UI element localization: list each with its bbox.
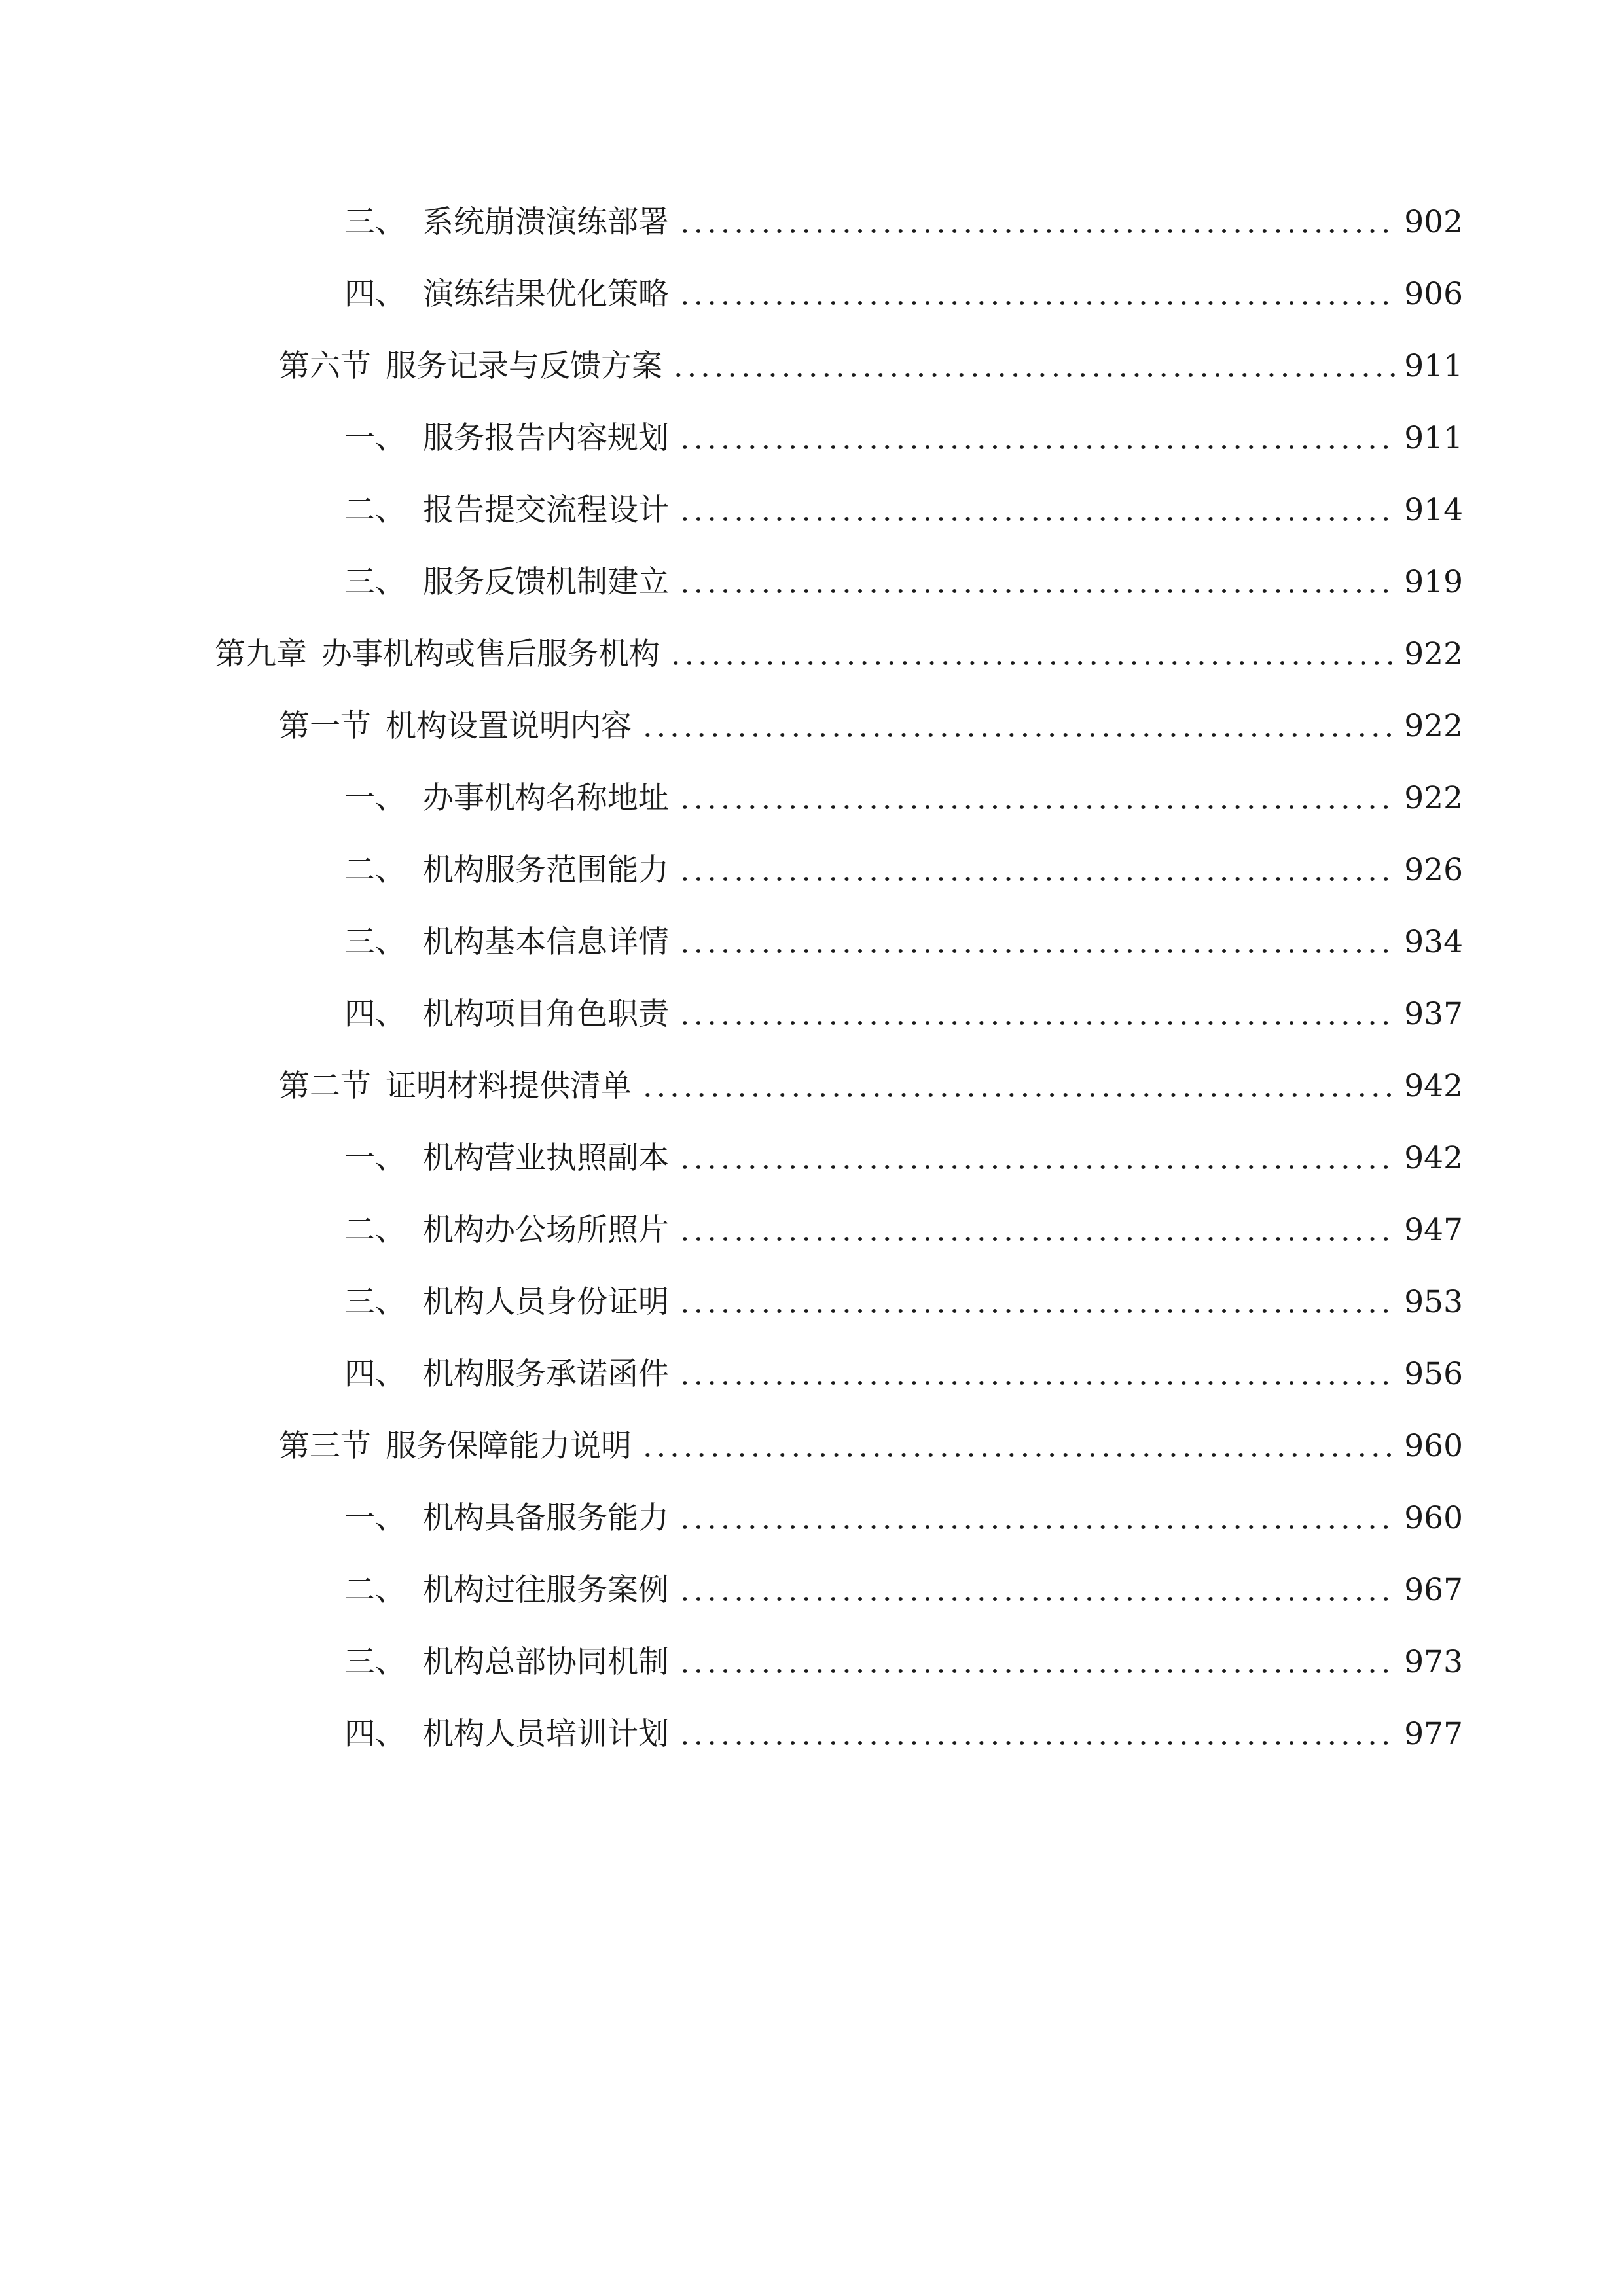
toc-entry[interactable] (279, 1414, 1463, 1466)
dot-leader (678, 517, 1395, 521)
toc-entry-page: 911 (1404, 420, 1463, 456)
dot-leader (678, 589, 1395, 593)
toc-entry-title: 办事机构名称地址 (423, 780, 669, 816)
dot-leader (678, 1309, 1395, 1313)
toc-entry-title: 机构设置说明内容 (386, 708, 632, 744)
toc-entry[interactable] (344, 262, 1463, 314)
toc-entry-title: 办事机构或售后服务机构 (321, 636, 660, 672)
toc-entry-title: 机构人员身份证明 (423, 1284, 669, 1320)
dot-leader (672, 373, 1395, 377)
toc-entry-number: 第六节 (279, 348, 371, 384)
toc-entry-title: 演练结果优化策略 (423, 276, 669, 312)
toc-entry-number: 二、 (344, 1572, 406, 1608)
toc-entry-page: 922 (1404, 780, 1463, 816)
dot-leader (678, 1021, 1395, 1025)
dot-leader (678, 1165, 1395, 1169)
toc-entry[interactable] (344, 190, 1463, 242)
toc-entry-page: 922 (1404, 636, 1463, 672)
toc-entry[interactable] (344, 1486, 1463, 1538)
toc-entry[interactable] (344, 910, 1463, 962)
toc-entry-title: 报告提交流程设计 (423, 492, 669, 528)
toc-entry-number: 一、 (344, 1140, 406, 1176)
toc-entry-title: 机构过往服务案例 (423, 1572, 669, 1608)
toc-entry-title: 机构总部协同机制 (423, 1644, 669, 1680)
dot-leader (678, 805, 1395, 809)
toc-entry-number: 第一节 (279, 708, 371, 744)
toc-entry-number: 三、 (344, 564, 406, 600)
toc-entry-number: 四、 (344, 1716, 406, 1752)
toc-entry[interactable] (344, 1342, 1463, 1394)
toc-entry-title: 机构人员培训计划 (423, 1716, 669, 1752)
toc-entry-number: 三、 (344, 924, 406, 960)
toc-entry[interactable] (279, 694, 1463, 746)
toc-entry-page: 960 (1404, 1500, 1463, 1536)
toc-entry-title: 机构项目角色职责 (423, 996, 669, 1032)
toc-entry[interactable] (344, 1558, 1463, 1610)
toc-entry-page: 960 (1404, 1428, 1463, 1464)
toc-entry-title: 系统崩溃演练部署 (423, 204, 669, 240)
toc-entry[interactable] (344, 766, 1463, 818)
toc-entry[interactable] (344, 838, 1463, 890)
toc-entry-page: 911 (1404, 348, 1463, 384)
dot-leader (641, 1453, 1395, 1457)
toc-entry-title: 机构服务承诺函件 (423, 1356, 669, 1392)
toc-entry-number: 一、 (344, 420, 406, 456)
dot-leader (641, 1093, 1395, 1097)
toc-entry-number: 三、 (344, 204, 406, 240)
dot-leader (678, 949, 1395, 953)
toc-entry-title: 服务记录与反馈方案 (386, 348, 662, 384)
dot-leader (678, 1525, 1395, 1529)
toc-entry-number: 第九章 (215, 636, 307, 672)
toc-entry[interactable] (344, 406, 1463, 458)
toc-entry-number: 一、 (344, 1500, 406, 1536)
toc-entry-page: 919 (1404, 564, 1463, 600)
toc-entry-page: 973 (1404, 1644, 1463, 1680)
toc-entry-title: 证明材料提供清单 (386, 1068, 632, 1104)
toc-entry-page: 914 (1404, 492, 1463, 528)
dot-leader (678, 1741, 1395, 1745)
dot-leader (678, 1597, 1395, 1601)
toc-entry[interactable] (344, 1270, 1463, 1322)
toc-entry-title: 服务保障能力说明 (386, 1428, 632, 1464)
toc-entry-page: 937 (1404, 996, 1463, 1032)
toc-entry-number: 四、 (344, 1356, 406, 1392)
toc-entry-number: 一、 (344, 780, 406, 816)
toc-entry[interactable] (344, 478, 1463, 530)
toc-entry-page: 967 (1404, 1572, 1463, 1608)
dot-leader (669, 661, 1395, 665)
dot-leader (678, 1237, 1395, 1241)
toc-entry-title: 机构服务范围能力 (423, 852, 669, 888)
toc-entry-number: 二、 (344, 1212, 406, 1248)
toc-entry[interactable] (344, 1630, 1463, 1682)
toc-entry-title: 服务报告内容规划 (423, 420, 669, 456)
toc-entry[interactable] (279, 1054, 1463, 1106)
toc-entry-number: 四、 (344, 996, 406, 1032)
toc-entry-number: 二、 (344, 492, 406, 528)
toc-entry-page: 956 (1404, 1356, 1463, 1392)
toc-entry-page: 942 (1404, 1140, 1463, 1176)
toc-entry[interactable] (344, 1198, 1463, 1250)
dot-leader (678, 877, 1395, 881)
toc-entry-number: 三、 (344, 1284, 406, 1320)
dot-leader (678, 1381, 1395, 1385)
dot-leader (678, 445, 1395, 449)
toc-entry-page: 922 (1404, 708, 1463, 744)
toc-entry[interactable] (279, 334, 1463, 386)
toc-entry[interactable] (215, 622, 1463, 674)
toc-entry-number: 三、 (344, 1644, 406, 1680)
dot-leader (641, 733, 1395, 737)
toc-entry-title: 机构办公场所照片 (423, 1212, 669, 1248)
toc-entry-page: 947 (1404, 1212, 1463, 1248)
toc-entry-title: 机构具备服务能力 (423, 1500, 669, 1536)
toc-entry[interactable] (344, 550, 1463, 602)
toc-entry-title: 服务反馈机制建立 (423, 564, 669, 600)
toc-entry[interactable] (344, 1126, 1463, 1178)
dot-leader (678, 1669, 1395, 1673)
toc-entry[interactable] (344, 1702, 1463, 1754)
toc-entry-title: 机构基本信息详情 (423, 924, 669, 960)
toc-entry-page: 977 (1404, 1716, 1463, 1752)
dot-leader (678, 301, 1395, 305)
toc-entry-number: 第三节 (279, 1428, 371, 1464)
toc-entry[interactable] (344, 982, 1463, 1034)
toc-entry-page: 926 (1404, 852, 1463, 888)
toc-entry-page: 906 (1404, 276, 1463, 312)
toc-entry-number: 第二节 (279, 1068, 371, 1104)
dot-leader (678, 229, 1395, 233)
toc-entry-number: 四、 (344, 276, 406, 312)
toc-entry-page: 953 (1404, 1284, 1463, 1320)
toc-entry-number: 二、 (344, 852, 406, 888)
toc-entry-title: 机构营业执照副本 (423, 1140, 669, 1176)
toc-entry-page: 942 (1404, 1068, 1463, 1104)
toc-entry-page: 902 (1404, 204, 1463, 240)
toc-entry-page: 934 (1404, 924, 1463, 960)
